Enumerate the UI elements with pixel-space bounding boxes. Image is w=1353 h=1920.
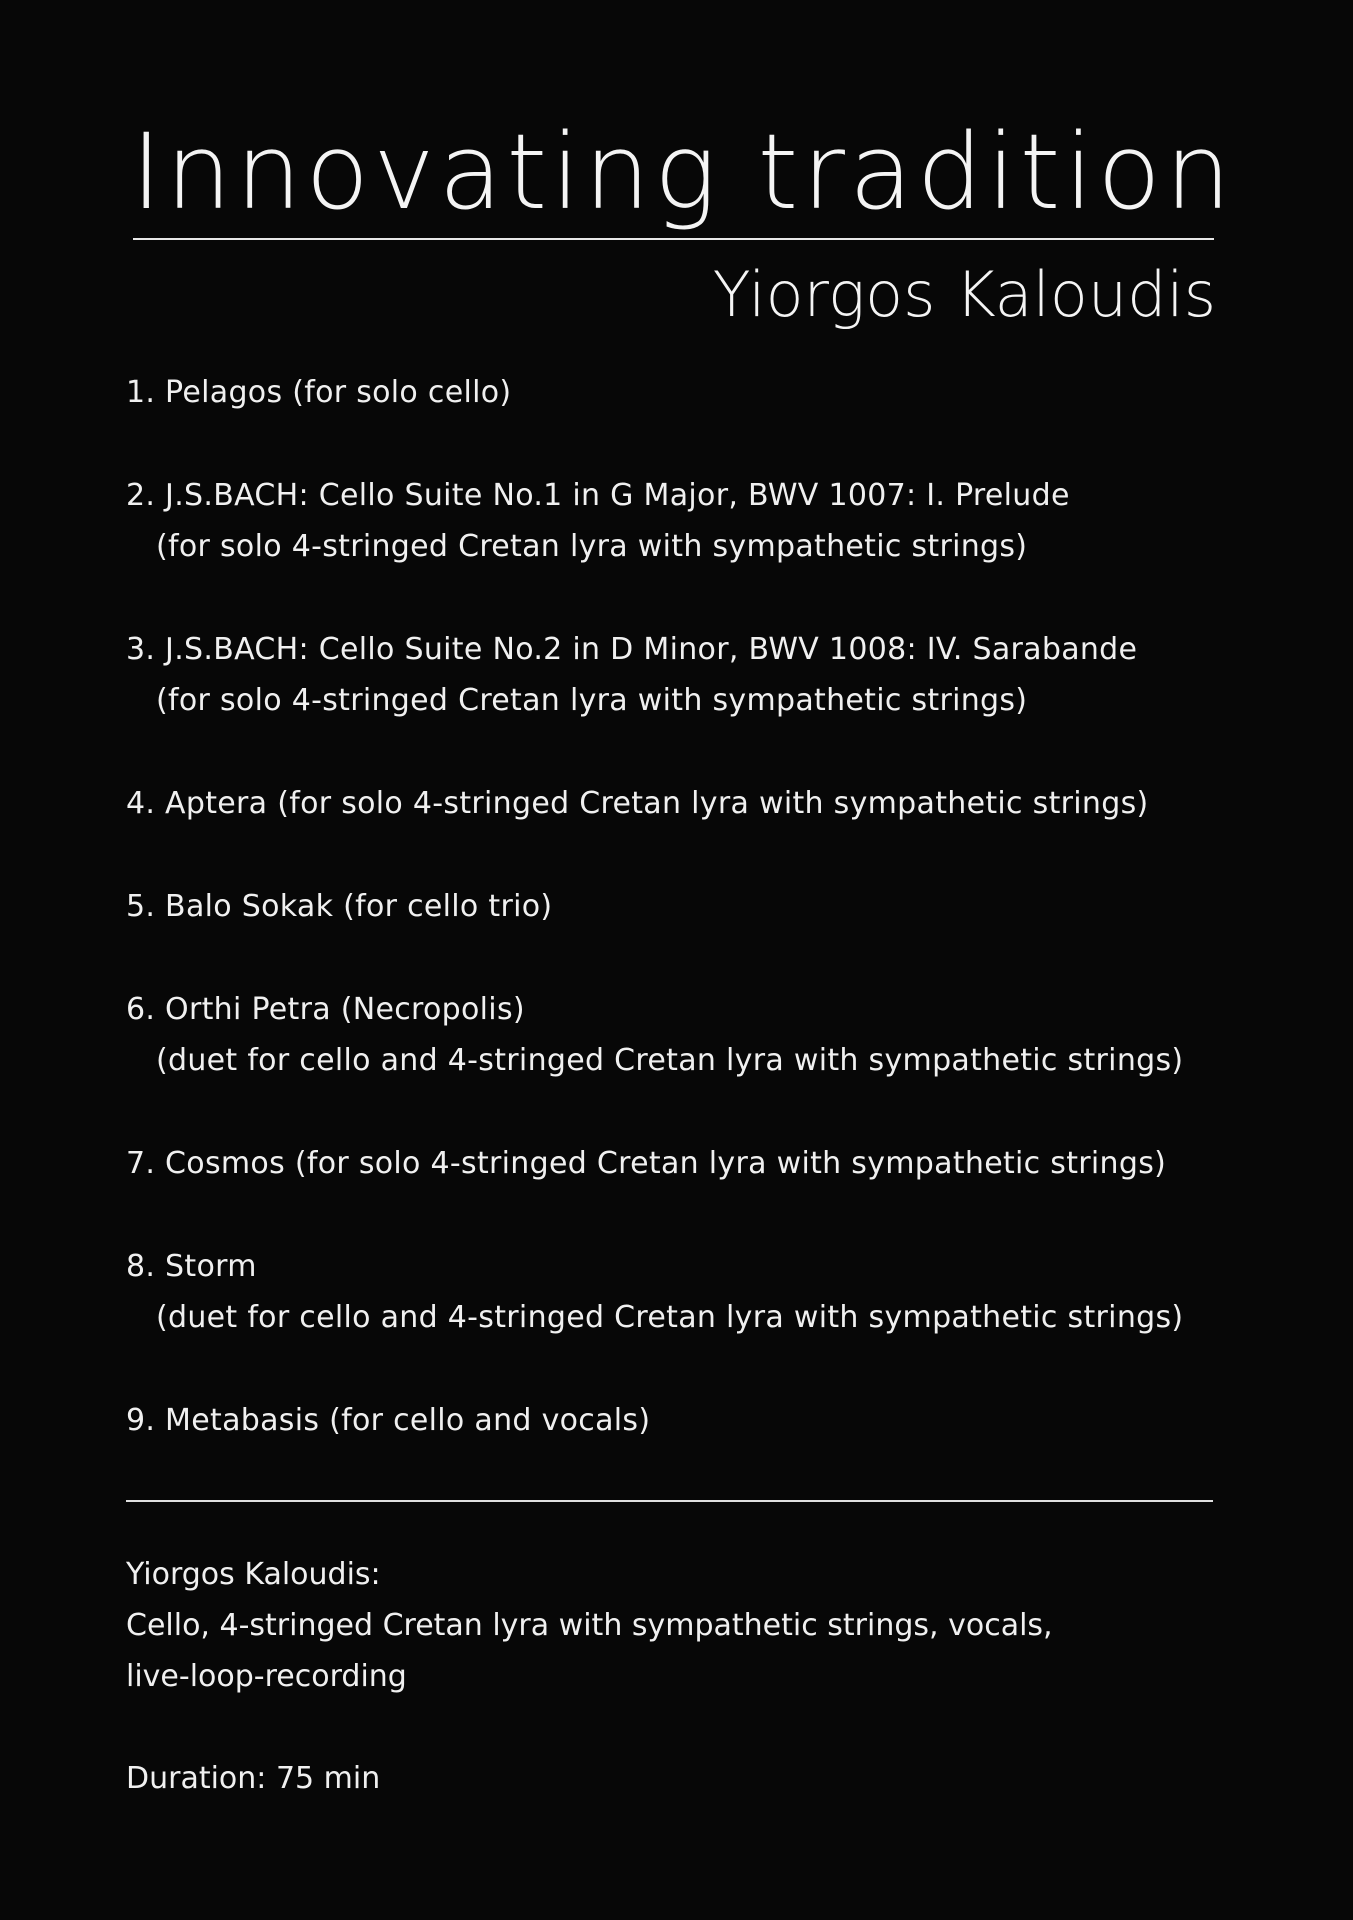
track-item	[126, 984, 1226, 1086]
track-item	[126, 1395, 1226, 1446]
instruments-line: Cello, 4-stringed Cretan lyra with sympathetic strings, vocals,	[126, 1608, 1053, 1643]
instruments-line: live-loop-recording	[126, 1659, 407, 1694]
credits-divider	[126, 1500, 1213, 1502]
track-instrumentation: (duet for cello and 4-stringed Cretan lyra with sympathetic strings)	[156, 1300, 1184, 1335]
page-title: Innovating tradition	[131, 111, 1235, 233]
track-title: 7. Cosmos (for solo 4-stringed Cretan lyra with sympathetic strings)	[126, 1146, 1167, 1181]
track-title: 8. Storm	[126, 1249, 257, 1284]
track-item	[126, 367, 1226, 418]
credits-block	[126, 1549, 1226, 1804]
track-list	[126, 367, 1226, 1498]
track-item	[126, 881, 1226, 932]
track-instrumentation: (for solo 4-stringed Cretan lyra with sympathetic strings)	[156, 683, 1028, 718]
track-title: 6. Orthi Petra (Necropolis)	[126, 992, 525, 1027]
track-title: 5. Balo Sokak (for cello trio)	[126, 889, 553, 924]
track-title: 2. J.S.BACH: Cello Suite No.1 in G Major, BWV 1007: I. Prelude	[126, 478, 1070, 513]
track-item	[126, 1241, 1226, 1343]
spacer	[126, 1702, 1226, 1753]
track-title: 1. Pelagos (for solo cello)	[126, 375, 512, 410]
track-item	[126, 1138, 1226, 1189]
duration: Duration: 75 min	[126, 1761, 381, 1796]
track-title: 4. Aptera (for solo 4-stringed Cretan lyra with sympathetic strings)	[126, 786, 1149, 821]
author-name: Yiorgos Kaloudis	[712, 258, 1216, 331]
title-divider	[133, 238, 1214, 240]
performer-name: Yiorgos Kaloudis:	[126, 1557, 381, 1592]
track-title: 9. Metabasis (for cello and vocals)	[126, 1403, 651, 1438]
track-title: 3. J.S.BACH: Cello Suite No.2 in D Minor, BWV 1008: IV. Sarabande	[126, 632, 1138, 667]
track-item	[126, 470, 1226, 572]
track-item	[126, 624, 1226, 726]
track-item	[126, 778, 1226, 829]
track-instrumentation: (duet for cello and 4-stringed Cretan lyra with sympathetic strings)	[156, 1043, 1184, 1078]
track-instrumentation: (for solo 4-stringed Cretan lyra with sympathetic strings)	[156, 529, 1028, 564]
